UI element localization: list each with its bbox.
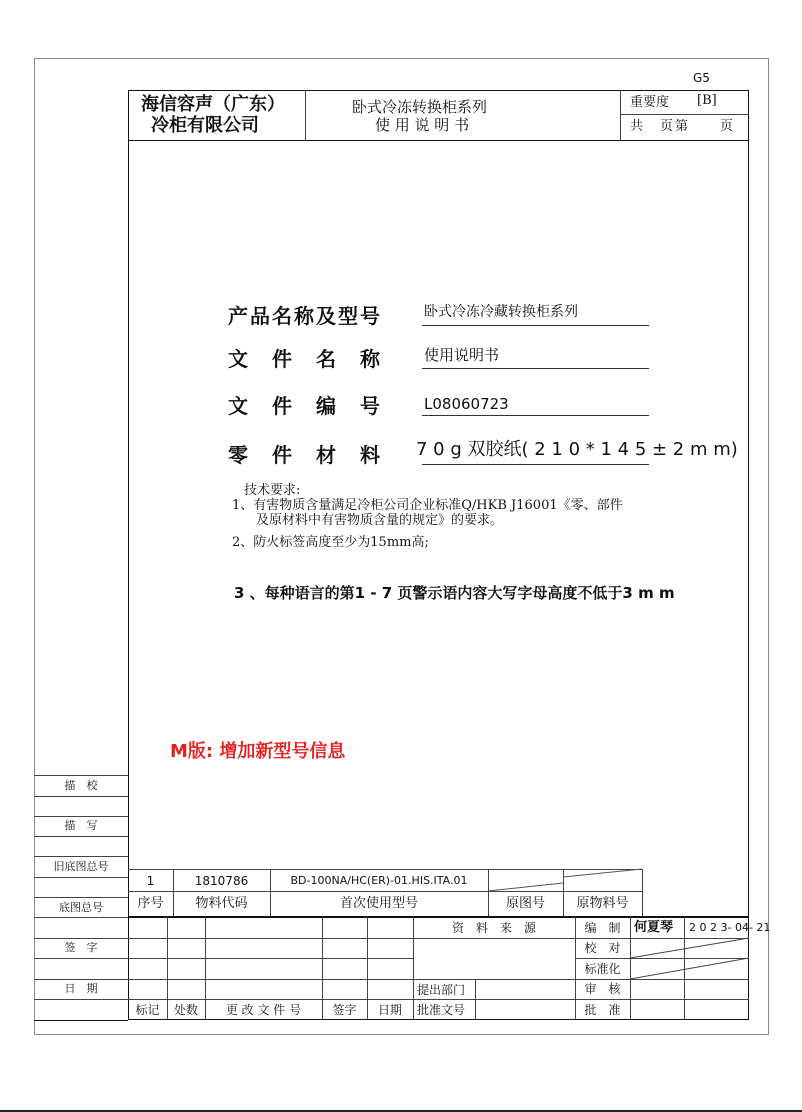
doc-title-line1: 卧式冷冻转换柜系列 xyxy=(352,98,488,116)
change-row-rule xyxy=(128,999,749,1000)
change-header-date: 日期 xyxy=(377,1003,402,1017)
sign-empty-diagonals xyxy=(630,938,749,979)
left-col-rule xyxy=(34,938,128,939)
sign-date-compile: 2 0 2 3- 04- 21 xyxy=(689,921,771,934)
usage-row-material-code: 1810786 xyxy=(194,874,249,888)
sign-role-approve: 批 准 xyxy=(584,1003,621,1017)
left-col-rule xyxy=(34,897,128,898)
left-label-base-no: 底图总号 xyxy=(59,901,103,914)
source-label: 资 料 来 源 xyxy=(451,921,536,935)
left-col-rule xyxy=(34,856,128,857)
tech-item-3: 3 、每种语言的第1 - 7 页警示语内容大写字母高度不低于3 m m xyxy=(234,584,675,602)
sign-role-standardize: 标准化 xyxy=(584,962,621,976)
field-value-docname: 使用说明书 xyxy=(424,346,500,364)
left-label-trace-write: 描 写 xyxy=(64,819,98,832)
usage-header-first-model: 首次使用型号 xyxy=(339,896,418,911)
importance-label: 重要度 xyxy=(630,95,670,110)
usage-row-first-model: BD-100NA/HC(ER)-01.HIS.ITA.01 xyxy=(290,874,468,887)
header-divider-1 xyxy=(305,90,306,140)
field-value-docno: L08060723 xyxy=(424,395,509,413)
header-divider-2 xyxy=(620,90,621,140)
left-col-rule xyxy=(34,917,128,918)
left-label-old-base-no: 旧底图总号 xyxy=(53,860,109,873)
sign-name-compile: 何夏琴 xyxy=(634,920,674,935)
approval-doc-label: 批准文号 xyxy=(417,1003,466,1017)
revision-note: M版: 增加新型号信息 xyxy=(170,741,346,762)
field-underline-docname xyxy=(422,368,649,369)
left-col-rule xyxy=(34,816,128,817)
usage-col-div xyxy=(642,869,643,916)
usage-header-orig-material: 原物料号 xyxy=(576,896,629,911)
sheet-code: G5 xyxy=(693,71,710,85)
usage-table-mid xyxy=(128,891,642,892)
left-label-sign: 签 字 xyxy=(64,941,98,954)
field-underline-product xyxy=(422,325,649,326)
usage-header-index: 序号 xyxy=(137,896,164,911)
usage-empty-diagonal xyxy=(488,869,642,891)
change-header-mark: 标记 xyxy=(135,1003,160,1017)
field-value-product: 卧式冷冻冷藏转换柜系列 xyxy=(424,304,578,320)
change-header-sign: 签字 xyxy=(332,1003,357,1017)
change-header-count: 处数 xyxy=(173,1003,198,1017)
sign-role-review: 审 核 xyxy=(584,982,621,996)
left-col-rule xyxy=(34,958,128,959)
change-row-rule xyxy=(128,958,413,959)
left-col-rule xyxy=(34,999,128,1000)
left-col-rule xyxy=(34,877,128,878)
tech-heading: 技术要求: xyxy=(244,483,301,498)
sign-role-compile: 编 制 xyxy=(584,921,621,935)
field-label-product: 产品名称及型号 xyxy=(228,304,382,328)
left-col-rule xyxy=(34,775,128,776)
header-divider-3 xyxy=(620,114,749,115)
field-label-docname: 文 件 名 称 xyxy=(228,347,382,371)
change-header-doc-no: 更 改 文 件 号 xyxy=(225,1003,302,1017)
usage-header-orig-drawing: 原图号 xyxy=(505,896,545,911)
tech-item-1-line1: 1、有害物质含量满足冷柜公司企业标准Q/HKB J16001《零、部件 xyxy=(232,498,623,513)
usage-table-bottom xyxy=(128,916,749,918)
dept-label: 提出部门 xyxy=(417,983,466,997)
sign-role-proofread: 校 对 xyxy=(584,941,621,955)
importance-value: [B] xyxy=(697,93,717,108)
header-bottom-rule xyxy=(128,140,749,141)
tech-item-1-line2: 及原材料中有害物质含量的规定》的要求。 xyxy=(256,513,504,528)
left-col-rule xyxy=(34,836,128,837)
field-underline-docno xyxy=(422,415,649,416)
usage-row-index: 1 xyxy=(146,874,155,888)
field-underline-material xyxy=(422,464,649,465)
company-name-line1: 海信容声（广东） xyxy=(141,94,285,115)
field-value-material: 7 0 g 双胶纸( 2 1 0 * 1 4 5 ± 2 m m) xyxy=(416,439,738,460)
left-label-trace-check: 描 校 xyxy=(64,779,98,792)
usage-header-material-code: 物料代码 xyxy=(195,896,248,911)
left-col-rule xyxy=(34,1020,128,1021)
page-count-label: 共 页第 页 xyxy=(630,119,736,134)
left-col-rule xyxy=(34,979,128,980)
left-col-rule xyxy=(34,796,128,797)
field-label-docno: 文 件 编 号 xyxy=(228,394,382,418)
tech-item-2: 2、防火标签高度至少为15mm高; xyxy=(232,535,429,550)
field-label-material: 零 件 材 料 xyxy=(228,443,382,467)
change-row-rule xyxy=(128,979,749,980)
company-name-line2: 冷柜有限公司 xyxy=(151,115,259,136)
left-label-date: 日 期 xyxy=(64,982,98,995)
doc-title-line2: 使 用 说 明 书 xyxy=(375,116,470,134)
